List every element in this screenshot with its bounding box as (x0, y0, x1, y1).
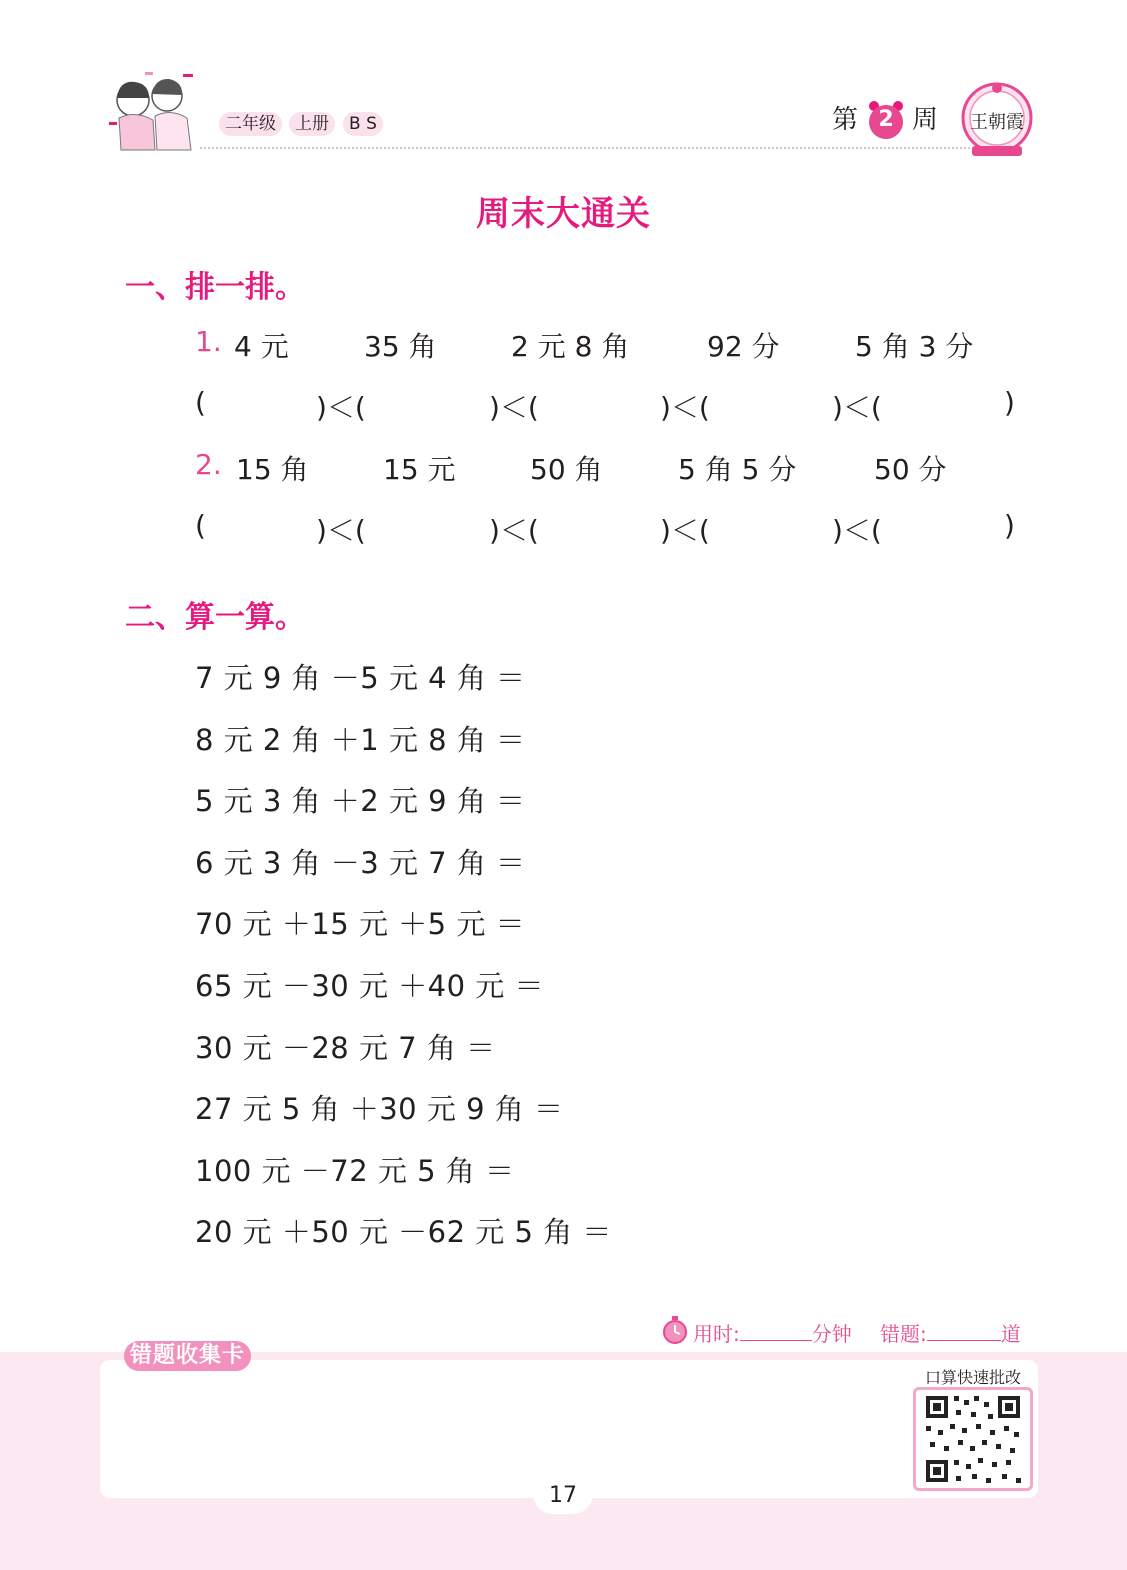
errors-label: 错题: (880, 1322, 927, 1346)
page-number: 17 (533, 1474, 593, 1514)
money-item: 92 分 (707, 330, 780, 363)
calc-expression: 20 元 ＋50 元 －62 元 5 角 ＝ (195, 1215, 612, 1249)
time-unit: 分钟 (811, 1322, 852, 1346)
answer-paren-close: ) (1004, 386, 1015, 419)
qr-label: 口算快速批改 (924, 1368, 1021, 1387)
less-than-sign: )＜( (316, 391, 366, 424)
error-card-title: 错题收集卡 (124, 1341, 251, 1371)
calc-expression: 6 元 3 角 －3 元 7 角 ＝ (195, 846, 526, 880)
brand-name: 王朝霞 (970, 112, 1024, 133)
money-item: 5 角 3 分 (855, 330, 974, 363)
less-than-sign: )＜( (316, 514, 366, 547)
money-item: 50 分 (874, 453, 947, 486)
money-item: 2 元 8 角 (511, 330, 630, 363)
money-item: 4 元 (234, 330, 289, 363)
grade-label: 二年级 (219, 112, 282, 136)
page-title: 周末大通关 (476, 194, 651, 234)
calc-expression: 30 元 －28 元 7 角 ＝ (195, 1031, 496, 1065)
less-than-sign: )＜( (832, 514, 882, 547)
less-than-sign: )＜( (489, 391, 539, 424)
volume-label: 上册 (289, 112, 335, 136)
answer-paren-open: ( (195, 386, 206, 419)
page-header (0, 0, 1127, 160)
calc-expression: 8 元 2 角 ＋1 元 8 角 ＝ (195, 723, 526, 757)
answer-paren-close: ) (1004, 509, 1015, 542)
error-count-field (880, 1318, 1021, 1347)
edition-label: B S (343, 112, 383, 136)
calc-expression: 5 元 3 角 ＋2 元 9 角 ＝ (195, 784, 526, 818)
errors-unit: 道 (1000, 1322, 1021, 1346)
problem-1-items (0, 325, 1127, 365)
kids-illustration-icon (105, 70, 205, 155)
money-item: 50 角 (530, 453, 603, 486)
calc-expression: 65 元 －30 元 ＋40 元 ＝ (195, 969, 545, 1003)
calc-expression: 100 元 －72 元 5 角 ＝ (195, 1154, 515, 1188)
calc-expression: 27 元 5 角 ＋30 元 9 角 ＝ (195, 1092, 564, 1126)
time-spent-field (693, 1318, 852, 1347)
answer-paren-open: ( (195, 509, 206, 542)
week-prefix: 第 (832, 105, 859, 135)
less-than-sign: )＜( (489, 514, 539, 547)
money-item: 15 元 (383, 453, 456, 486)
brand-logo (958, 78, 1036, 160)
week-number: 2 (878, 107, 894, 132)
less-than-sign: )＜( (660, 514, 710, 547)
less-than-sign: )＜( (660, 391, 710, 424)
less-than-sign: )＜( (832, 391, 882, 424)
week-badge (866, 100, 906, 140)
stopwatch-icon (662, 1316, 688, 1344)
section-1-heading: 一、排一排。 (125, 270, 305, 305)
calc-expression: 7 元 9 角 －5 元 4 角 ＝ (195, 661, 526, 695)
header-divider (200, 147, 970, 149)
problem-2-answer-row (0, 509, 1127, 549)
section-2-heading: 二、算一算。 (125, 600, 305, 635)
week-suffix: 周 (912, 105, 939, 135)
problem-number: 1. (195, 325, 222, 358)
calc-expression: 70 元 ＋15 元 ＋5 元 ＝ (195, 907, 526, 941)
problem-2-items (0, 448, 1127, 488)
money-item: 35 角 (364, 330, 437, 363)
money-item: 15 角 (236, 453, 309, 486)
qr-code-frame[interactable] (913, 1387, 1033, 1491)
errors-blank[interactable] (927, 1323, 1001, 1341)
problem-1-answer-row (0, 386, 1127, 426)
money-item: 5 角 5 分 (678, 453, 797, 486)
time-blank[interactable] (740, 1323, 812, 1341)
problem-number: 2. (195, 448, 222, 481)
time-label: 用时: (693, 1322, 740, 1346)
qr-code-icon (916, 1390, 1030, 1488)
